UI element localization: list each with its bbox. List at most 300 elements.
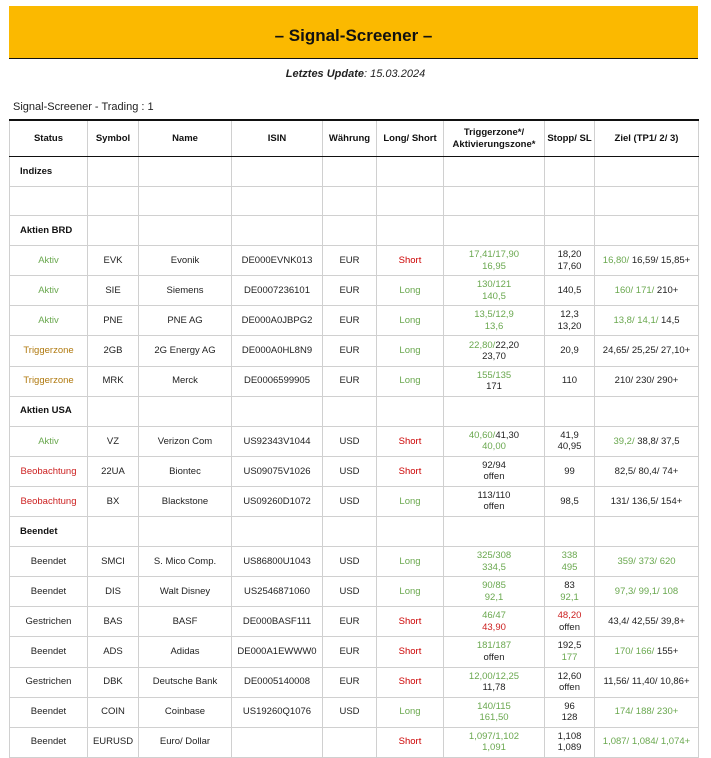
empty-cell — [323, 216, 377, 246]
stop-cell — [545, 486, 595, 516]
status-text: Aktiv — [38, 435, 59, 447]
isin-text: DE0007236101 — [243, 285, 311, 297]
direction-text: Short — [398, 736, 422, 748]
currency-text: EUR — [339, 285, 360, 297]
section-title-text: Aktien BRD — [20, 224, 73, 236]
empty-cell — [595, 517, 699, 547]
table-row — [10, 577, 699, 607]
target-cell — [595, 697, 699, 727]
direction-cell — [377, 246, 444, 276]
currency-cell — [323, 727, 377, 757]
empty-cell — [139, 517, 232, 547]
trigger-cell — [444, 607, 545, 637]
status-cell — [10, 456, 88, 486]
target-value: 160/ 171/ — [614, 285, 655, 297]
trigger-value: 155/135 — [476, 369, 512, 381]
stop-value: 338 — [561, 550, 578, 562]
target-cell — [595, 727, 699, 757]
trigger-cell — [444, 246, 545, 276]
isin-text: US19260Q1076 — [242, 706, 312, 718]
symbol-cell — [88, 697, 139, 727]
stop-value: 140,5 — [557, 285, 582, 297]
currency-text: USD — [339, 435, 360, 447]
target-value: 359/ 373/ 620 — [617, 555, 676, 567]
trigger-cell — [444, 547, 545, 577]
stop-cell — [545, 727, 595, 757]
direction-text: Long — [399, 495, 421, 507]
empty-cell — [545, 216, 595, 246]
isin-text: DE000A0JBPG2 — [241, 315, 313, 327]
direction-cell — [377, 607, 444, 637]
symbol-text: ADS — [103, 646, 123, 658]
name-text: BASF — [172, 616, 198, 628]
status-text: Aktiv — [38, 285, 59, 297]
empty-cell — [232, 396, 323, 426]
isin-cell — [232, 727, 323, 757]
name-cell — [139, 486, 232, 516]
table-row — [10, 246, 699, 276]
target-value: 38,8/ 37,5 — [634, 435, 680, 447]
status-text: Beendet — [30, 555, 67, 567]
stop-cell — [545, 336, 595, 366]
symbol-text: COIN — [101, 706, 125, 718]
currency-cell — [323, 547, 377, 577]
currency-text: EUR — [339, 254, 360, 266]
empty-cell — [595, 187, 699, 216]
stop-cell — [545, 456, 595, 486]
trigger-value: 1,097/1,102 — [468, 730, 520, 742]
table-row — [10, 276, 699, 306]
name-cell — [139, 547, 232, 577]
empty-cell — [545, 187, 595, 216]
trigger-value: 334,5 — [482, 561, 506, 573]
stop-value: 96 — [564, 700, 575, 712]
name-text: Walt Disney — [159, 586, 211, 598]
target-cell — [595, 426, 699, 456]
symbol-text: DIS — [105, 586, 121, 598]
status-text: Gestrichen — [25, 616, 72, 628]
trigger-value: 22,80/ — [468, 339, 496, 351]
section-header-row — [10, 396, 699, 426]
target-value: 16,59/ 15,85+ — [629, 254, 691, 266]
empty-cell — [444, 187, 545, 216]
signal-table — [9, 119, 699, 758]
stop-value: 83 — [564, 580, 575, 592]
column-header: Status — [10, 120, 88, 157]
direction-text: Long — [399, 706, 421, 718]
name-cell — [139, 336, 232, 366]
name-text: Merck — [172, 375, 198, 387]
empty-cell — [545, 396, 595, 426]
direction-cell — [377, 426, 444, 456]
currency-cell — [323, 667, 377, 697]
name-text: Evonik — [170, 254, 200, 266]
trigger-value: 17,41/17,90 — [468, 249, 520, 261]
name-cell — [139, 637, 232, 667]
currency-cell — [323, 637, 377, 667]
currency-text: USD — [339, 465, 360, 477]
isin-cell — [232, 697, 323, 727]
name-cell — [139, 306, 232, 336]
isin-cell — [232, 607, 323, 637]
stop-value: 92,1 — [560, 591, 579, 603]
target-cell — [595, 667, 699, 697]
empty-cell — [139, 157, 232, 187]
table-body — [10, 157, 699, 758]
stop-cell — [545, 547, 595, 577]
target-cell — [595, 637, 699, 667]
isin-text: DE0006599905 — [243, 375, 311, 387]
trigger-value: offen — [483, 471, 505, 483]
stop-cell — [545, 637, 595, 667]
status-text: Beendet — [30, 736, 67, 748]
symbol-cell — [88, 426, 139, 456]
stop-value: 40,95 — [557, 441, 582, 453]
section-header-row — [10, 517, 699, 547]
stop-cell — [545, 366, 595, 396]
empty-cell — [323, 517, 377, 547]
empty-cell — [88, 396, 139, 426]
isin-cell — [232, 486, 323, 516]
isin-text: US09260D1072 — [243, 495, 311, 507]
trigger-value: 11,78 — [482, 682, 506, 694]
status-cell — [10, 697, 88, 727]
currency-text: USD — [339, 495, 360, 507]
direction-cell — [377, 577, 444, 607]
isin-text: US09075V1026 — [243, 465, 311, 477]
empty-cell — [323, 187, 377, 216]
target-cell — [595, 456, 699, 486]
name-text: Adidas — [170, 646, 200, 658]
direction-text: Long — [399, 586, 421, 598]
trigger-value: offen — [483, 651, 505, 663]
trigger-cell — [444, 637, 545, 667]
direction-cell — [377, 727, 444, 757]
trigger-value: 12,00/12,25 — [468, 670, 520, 682]
table-row — [10, 547, 699, 577]
empty-cell — [232, 187, 323, 216]
direction-text: Short — [398, 435, 422, 447]
symbol-cell — [88, 637, 139, 667]
direction-cell — [377, 456, 444, 486]
empty-cell — [545, 517, 595, 547]
status-cell — [10, 486, 88, 516]
status-text: Aktiv — [38, 315, 59, 327]
section-title — [10, 157, 88, 187]
isin-text: DE000EVNK013 — [241, 254, 313, 266]
stop-value: 1,089 — [557, 742, 582, 754]
direction-text: Long — [399, 285, 421, 297]
direction-text: Short — [398, 254, 422, 266]
table-row — [10, 336, 699, 366]
empty-cell — [232, 157, 323, 187]
empty-cell — [377, 216, 444, 246]
empty-cell — [595, 157, 699, 187]
target-value: 82,5/ 80,4/ 74+ — [614, 465, 679, 477]
isin-cell — [232, 667, 323, 697]
currency-cell — [323, 366, 377, 396]
stop-value: offen — [559, 682, 580, 694]
trigger-cell — [444, 697, 545, 727]
table-row — [10, 456, 699, 486]
target-value: 97,3/ 99,1/ 108 — [614, 586, 679, 598]
empty-cell — [88, 517, 139, 547]
section-title-text: Aktien USA — [20, 405, 72, 417]
trigger-cell — [444, 486, 545, 516]
column-header: Symbol — [88, 120, 139, 157]
empty-cell — [545, 157, 595, 187]
trigger-value: 16,95 — [482, 260, 506, 272]
currency-cell — [323, 697, 377, 727]
name-text: Siemens — [166, 285, 204, 297]
stop-value: 48,20 — [557, 610, 582, 622]
stop-cell — [545, 246, 595, 276]
column-header: Währung — [323, 120, 377, 157]
symbol-text: EVK — [103, 254, 123, 266]
stop-cell — [545, 276, 595, 306]
target-cell — [595, 547, 699, 577]
trigger-cell — [444, 456, 545, 486]
currency-cell — [323, 336, 377, 366]
status-text: Beendet — [30, 706, 67, 718]
target-cell — [595, 276, 699, 306]
trigger-cell — [444, 366, 545, 396]
name-text: PNE AG — [167, 315, 203, 327]
empty-cell — [232, 517, 323, 547]
header-row — [10, 120, 699, 157]
symbol-cell — [88, 306, 139, 336]
target-value: 24,65/ 25,25/ 27,10+ — [602, 345, 691, 357]
status-cell — [10, 336, 88, 366]
name-cell — [139, 697, 232, 727]
currency-text: EUR — [339, 646, 360, 658]
status-cell — [10, 426, 88, 456]
target-value: 174/ 188/ 230+ — [614, 706, 679, 718]
section-header-row — [10, 157, 699, 187]
status-text: Aktiv — [38, 254, 59, 266]
currency-cell — [323, 456, 377, 486]
target-value: 43,4/ 42,55/ 39,8+ — [608, 616, 685, 628]
symbol-cell — [88, 246, 139, 276]
symbol-cell — [88, 276, 139, 306]
isin-cell — [232, 637, 323, 667]
stop-value: offen — [559, 621, 580, 633]
status-cell — [10, 366, 88, 396]
currency-cell — [323, 276, 377, 306]
name-text: 2G Energy AG — [154, 345, 216, 357]
currency-cell — [323, 577, 377, 607]
target-value: 1,087/ 1,084/ 1,074+ — [602, 736, 691, 748]
currency-text: EUR — [339, 375, 360, 387]
table-row — [10, 637, 699, 667]
status-cell — [10, 607, 88, 637]
target-value: 16,80/ — [602, 254, 630, 266]
trigger-value: 13,6 — [484, 320, 504, 332]
isin-text: US2546871060 — [243, 586, 311, 598]
isin-cell — [232, 547, 323, 577]
stop-value: 1,108 — [557, 730, 582, 742]
direction-text: Long — [399, 345, 421, 357]
table-row — [10, 667, 699, 697]
trigger-value: 140,5 — [482, 290, 506, 302]
page-title: – Signal-Screener – — [274, 26, 433, 45]
empty-cell — [10, 187, 88, 216]
blank-row — [10, 187, 699, 216]
status-cell — [10, 306, 88, 336]
table-row — [10, 306, 699, 336]
stop-value: 495 — [561, 561, 578, 573]
empty-cell — [595, 396, 699, 426]
symbol-cell — [88, 336, 139, 366]
section-title — [10, 517, 88, 547]
empty-cell — [444, 396, 545, 426]
target-value: 210/ 230/ 290+ — [614, 375, 679, 387]
section-header-row — [10, 216, 699, 246]
column-header: Long/ Short — [377, 120, 444, 157]
trigger-value: 92/94 — [482, 459, 506, 471]
name-cell — [139, 577, 232, 607]
currency-cell — [323, 426, 377, 456]
table-row — [10, 426, 699, 456]
status-text: Beendet — [30, 646, 67, 658]
target-value: 13,8/ 14,1/ — [613, 315, 659, 327]
empty-cell — [88, 157, 139, 187]
currency-cell — [323, 246, 377, 276]
isin-cell — [232, 426, 323, 456]
currency-cell — [323, 486, 377, 516]
currency-text: EUR — [339, 616, 360, 628]
empty-cell — [595, 216, 699, 246]
isin-text: DE0005140008 — [243, 676, 311, 688]
symbol-text: DBK — [103, 676, 123, 688]
direction-text: Short — [398, 676, 422, 688]
stop-value: 41,9 — [560, 429, 579, 441]
isin-cell — [232, 456, 323, 486]
status-cell — [10, 577, 88, 607]
trigger-value: 41,30 — [495, 429, 520, 441]
isin-cell — [232, 306, 323, 336]
status-text: Triggerzone — [23, 345, 74, 357]
target-cell — [595, 607, 699, 637]
stop-cell — [545, 426, 595, 456]
last-update-date: : 15.03.2024 — [364, 68, 426, 80]
trigger-value: 140/115 — [477, 700, 511, 712]
status-cell — [10, 246, 88, 276]
name-text: Blackstone — [161, 495, 209, 507]
trigger-cell — [444, 577, 545, 607]
status-text: Triggerzone — [23, 375, 74, 387]
direction-text: Long — [399, 375, 421, 387]
symbol-cell — [88, 486, 139, 516]
table-row — [10, 607, 699, 637]
symbol-text: SMCI — [101, 555, 125, 567]
direction-text: Short — [398, 646, 422, 658]
stop-cell — [545, 607, 595, 637]
isin-text: US92343V1044 — [243, 435, 311, 447]
section-title-text: Indizes — [20, 165, 53, 177]
name-text: Coinbase — [164, 706, 206, 718]
empty-cell — [444, 517, 545, 547]
trigger-value: 161,50 — [479, 712, 509, 724]
trigger-cell — [444, 336, 545, 366]
stop-value: 18,20 — [557, 249, 582, 261]
stop-value: 192,5 — [557, 640, 582, 652]
symbol-cell — [88, 577, 139, 607]
name-text: Biontec — [169, 465, 201, 477]
isin-cell — [232, 276, 323, 306]
symbol-text: EURUSD — [92, 736, 134, 748]
trigger-value: 325/308 — [476, 550, 512, 562]
direction-cell — [377, 486, 444, 516]
direction-text: Long — [399, 315, 421, 327]
name-text: Verizon Com — [157, 435, 213, 447]
symbol-cell — [88, 366, 139, 396]
empty-cell — [88, 216, 139, 246]
trigger-cell — [444, 667, 545, 697]
table-row — [10, 727, 699, 757]
name-cell — [139, 366, 232, 396]
status-cell — [10, 637, 88, 667]
trigger-cell — [444, 727, 545, 757]
empty-cell — [377, 157, 444, 187]
status-cell — [10, 547, 88, 577]
currency-text: USD — [339, 586, 360, 598]
status-cell — [10, 727, 88, 757]
name-cell — [139, 607, 232, 637]
stop-value: 20,9 — [560, 345, 579, 357]
stop-value: 128 — [561, 712, 578, 724]
stop-value: 12,60 — [557, 670, 582, 682]
status-text: Gestrichen — [25, 676, 72, 688]
name-cell — [139, 456, 232, 486]
section-title-text: Beendet — [20, 525, 58, 537]
currency-cell — [323, 607, 377, 637]
status-cell — [10, 276, 88, 306]
currency-cell — [323, 306, 377, 336]
symbol-text: MRK — [102, 375, 124, 387]
target-value: 131/ 136,5/ 154+ — [610, 495, 683, 507]
isin-text: DE000A0HL8N9 — [241, 345, 313, 357]
name-text: S. Mico Comp. — [153, 555, 217, 567]
target-value: 155+ — [654, 646, 679, 658]
last-update-label: Letztes Update — [285, 68, 365, 80]
target-cell — [595, 486, 699, 516]
trigger-value: 22,20 — [495, 339, 520, 351]
isin-text: US86800U1043 — [243, 555, 311, 567]
column-header: Stopp/ SL — [545, 120, 595, 157]
target-cell — [595, 246, 699, 276]
isin-cell — [232, 366, 323, 396]
section-title — [10, 216, 88, 246]
stop-value: 98,5 — [560, 495, 579, 507]
symbol-text: VZ — [106, 435, 120, 447]
currency-text: EUR — [339, 345, 360, 357]
isin-cell — [232, 246, 323, 276]
target-cell — [595, 306, 699, 336]
column-header: Triggerzone*/ Aktivierungszone* — [444, 120, 545, 157]
table-row — [10, 697, 699, 727]
trigger-value: 113/110 — [477, 489, 511, 501]
empty-cell — [377, 396, 444, 426]
stop-cell — [545, 577, 595, 607]
direction-cell — [377, 306, 444, 336]
trigger-value: 171 — [486, 381, 502, 393]
isin-text: DE000BASF111 — [242, 616, 312, 628]
trigger-value: 90/85 — [482, 580, 506, 592]
currency-text: USD — [339, 555, 360, 567]
stop-value: 177 — [561, 651, 578, 663]
isin-text: DE000A1EWWW0 — [237, 646, 317, 658]
